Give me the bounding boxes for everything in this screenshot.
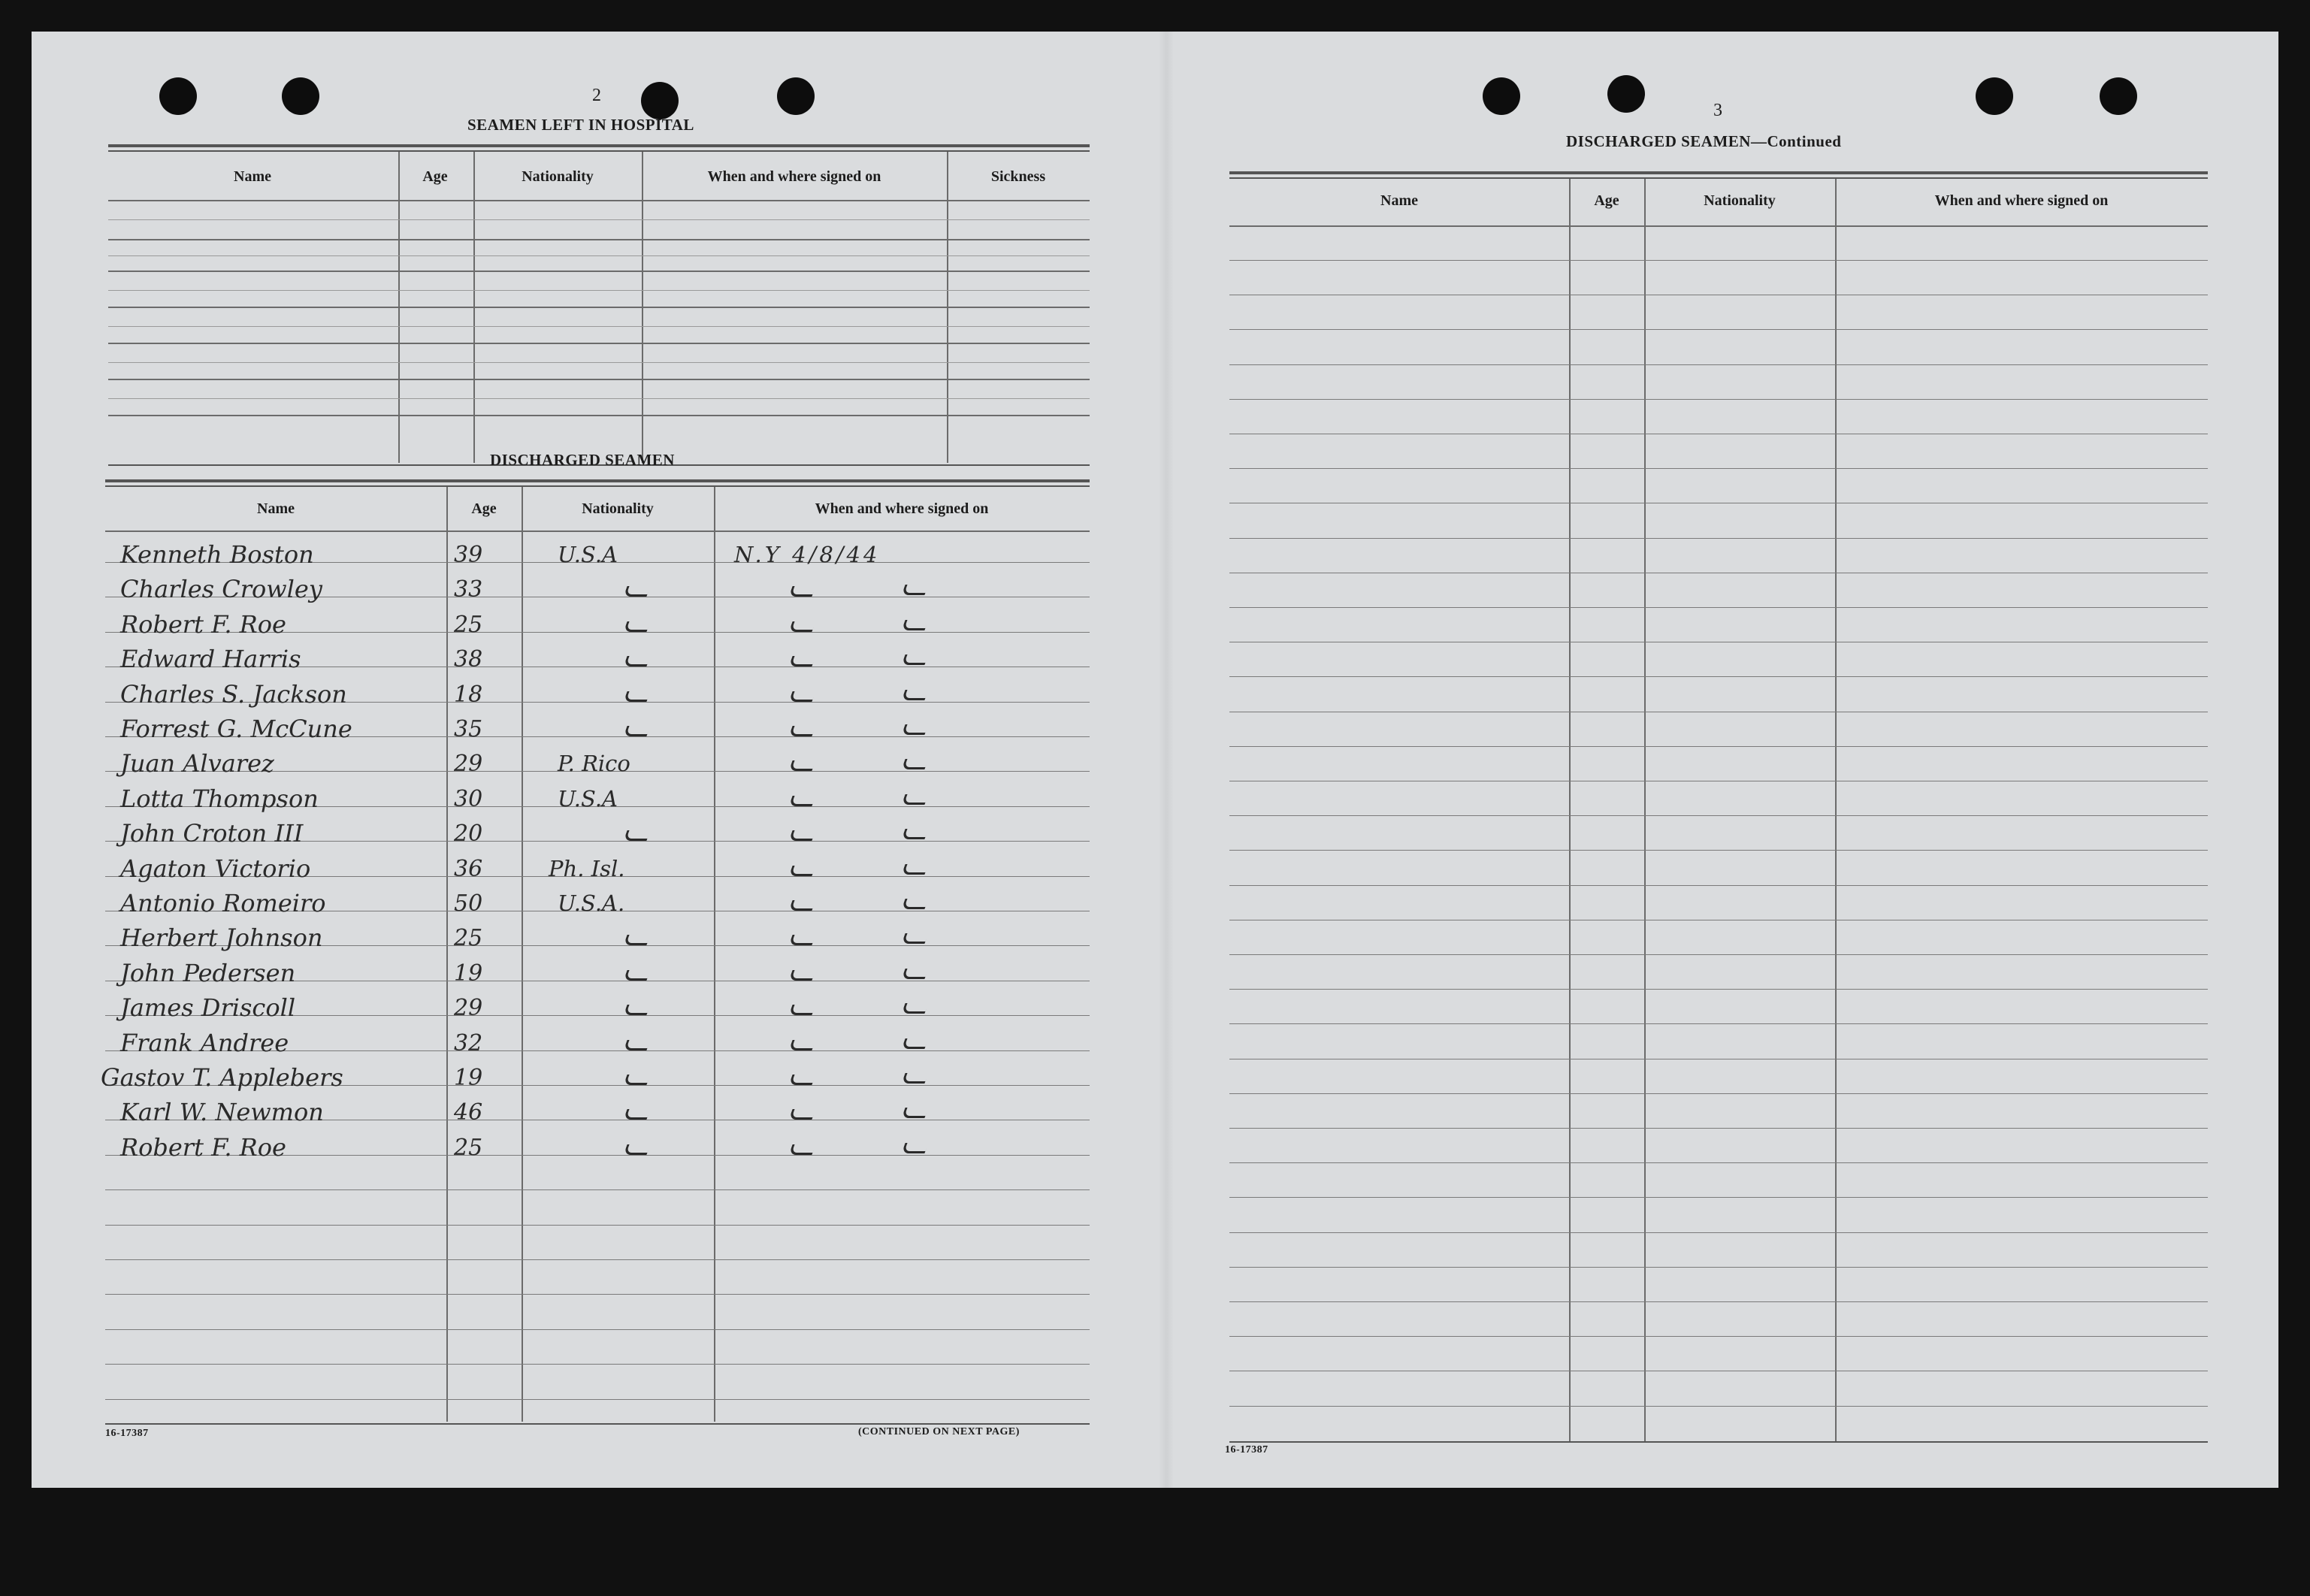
punch-hole	[159, 77, 197, 115]
ditto-mark-icon	[901, 724, 928, 735]
right-row-line	[1229, 1093, 2208, 1094]
ditto-mark-icon	[623, 830, 650, 841]
discharged-top-rule-2	[105, 485, 1090, 487]
ditto-mark-icon	[901, 759, 928, 769]
right-row-line	[1229, 1162, 2208, 1163]
hospital-row-line-light	[108, 219, 1090, 220]
hospital-row-line-light	[108, 255, 1090, 256]
page-fold	[1159, 32, 1174, 1488]
hospital-top-rule	[108, 144, 1090, 147]
ditto-mark-icon	[788, 900, 815, 911]
right-row-line	[1229, 954, 2208, 955]
ditto-mark-icon	[623, 1005, 650, 1015]
right-row-line	[1229, 989, 2208, 990]
right-bottom-rule	[1229, 1441, 2208, 1443]
ditto-mark-icon	[788, 970, 815, 981]
ditto-mark-icon	[788, 1144, 815, 1155]
discharged-column-divider	[714, 487, 715, 1422]
right-header-name: Name	[1380, 192, 1418, 209]
seaman-name: Antonio Romeiro	[120, 889, 326, 917]
seaman-age: 32	[454, 1029, 483, 1056]
seaman-age: 30	[454, 785, 483, 812]
ditto-mark-icon	[901, 829, 928, 839]
discharged-title: DISCHARGED SEAMEN	[490, 451, 675, 469]
ditto-mark-icon	[901, 1108, 928, 1118]
right-row-line	[1229, 815, 2208, 816]
ditto-mark-icon	[788, 691, 815, 702]
right-row-line	[1229, 850, 2208, 851]
right-top-rule	[1229, 171, 2208, 174]
right-row-line	[1229, 676, 2208, 677]
right-title-main: DISCHARGED SEAMEN	[1566, 132, 1751, 150]
seaman-name: John Pedersen	[120, 958, 296, 987]
right-row-line	[1229, 329, 2208, 330]
ditto-mark-icon	[901, 1073, 928, 1084]
seaman-age: 46	[454, 1099, 483, 1126]
ditto-mark-icon	[901, 969, 928, 979]
seaman-nationality: U.S.A.	[558, 890, 625, 916]
discharged-row-line	[105, 1225, 1090, 1226]
seaman-name: Gastov T. Applebers	[101, 1063, 343, 1092]
seaman-name: Frank Andree	[120, 1028, 289, 1057]
hospital-row-line	[108, 379, 1090, 380]
ditto-mark-icon	[788, 656, 815, 667]
left-form-number: 16-17387	[105, 1428, 149, 1439]
right-title-suffix: —Continued	[1750, 132, 1842, 150]
discharged-column-divider	[446, 487, 448, 1422]
seaman-age: 33	[454, 576, 483, 603]
right-column-divider	[1835, 179, 1837, 1443]
ditto-mark-icon	[901, 933, 928, 944]
ditto-mark-icon	[788, 866, 815, 876]
ditto-mark-icon	[788, 1075, 815, 1085]
ditto-mark-icon	[901, 899, 928, 909]
seaman-name: Robert F. Roe	[120, 1132, 286, 1162]
discharged-row-line	[105, 1329, 1090, 1330]
hospital-row-line-light	[108, 362, 1090, 363]
ditto-mark-icon	[623, 1144, 650, 1155]
seaman-name: Kenneth Boston	[120, 540, 314, 569]
hospital-row-line	[108, 307, 1090, 308]
right-row-line	[1229, 1336, 2208, 1337]
discharged-row-line	[105, 1189, 1090, 1190]
right-header-age: Age	[1594, 192, 1619, 209]
right-row-line	[1229, 1197, 2208, 1198]
discharged-header-age: Age	[471, 500, 497, 517]
continued-note: (CONTINUED ON NEXT PAGE)	[858, 1426, 1020, 1437]
right-row-line	[1229, 1023, 2208, 1024]
right-row-line	[1229, 607, 2208, 608]
seaman-age: 19	[454, 960, 483, 987]
document-scan	[32, 32, 2278, 1488]
ditto-mark-icon	[901, 1143, 928, 1153]
hospital-row-line-light	[108, 326, 1090, 327]
discharged-header-nationality: Nationality	[582, 500, 654, 517]
seaman-name: John Croton III	[120, 819, 304, 848]
seaman-name: Juan Alvarez	[120, 749, 274, 778]
seaman-name: Charles S. Jackson	[120, 679, 347, 709]
seaman-name: Herbert Johnson	[120, 923, 323, 953]
seaman-age: 25	[454, 1134, 483, 1161]
ditto-mark-icon	[623, 1109, 650, 1120]
right-row-line	[1229, 538, 2208, 539]
ditto-mark-icon	[788, 726, 815, 736]
hospital-header-when-and-where-signed-on: When and where signed on	[707, 168, 881, 185]
seaman-age: 38	[454, 646, 483, 673]
seaman-age: 29	[454, 751, 483, 778]
discharged-row-line	[105, 1364, 1090, 1365]
ditto-mark-icon	[623, 621, 650, 632]
discharged-row-line	[105, 1294, 1090, 1295]
right-top-rule-2	[1229, 177, 2208, 179]
ditto-mark-icon	[901, 1038, 928, 1049]
seaman-age: 20	[454, 821, 483, 848]
punch-hole	[1483, 77, 1520, 115]
ditto-mark-icon	[901, 654, 928, 665]
right-row-line	[1229, 399, 2208, 400]
seaman-nationality: P. Rico	[558, 751, 630, 777]
ditto-mark-icon	[623, 726, 650, 736]
punch-hole	[641, 82, 679, 119]
ditto-mark-icon	[623, 656, 650, 667]
seaman-age: 19	[454, 1065, 483, 1091]
right-row-line	[1229, 1267, 2208, 1268]
ditto-mark-icon	[788, 586, 815, 597]
ditto-mark-icon	[788, 830, 815, 841]
right-column-divider	[1569, 179, 1571, 1443]
seaman-signed-on: N.Y 4/8/44	[734, 542, 881, 567]
right-row-line	[1229, 885, 2208, 886]
ditto-mark-icon	[788, 621, 815, 632]
seaman-name: James Driscoll	[120, 993, 296, 1023]
discharged-header-name: Name	[257, 500, 295, 517]
right-column-divider	[1644, 179, 1646, 1443]
seaman-nationality: U.S.A	[558, 785, 618, 812]
left-page-number: 2	[592, 86, 602, 105]
ditto-mark-icon	[623, 1040, 650, 1050]
hospital-row-line	[108, 200, 1090, 201]
seaman-name: Forrest G. McCune	[120, 715, 352, 743]
ditto-mark-icon	[788, 1005, 815, 1015]
ditto-mark-icon	[788, 796, 815, 806]
seaman-name: Agaton Victorio	[120, 854, 311, 883]
hospital-row-line	[108, 343, 1090, 344]
ditto-mark-icon	[623, 970, 650, 981]
right-row-line	[1229, 1128, 2208, 1129]
right-row-line	[1229, 364, 2208, 365]
punch-hole	[1976, 77, 2013, 115]
hospital-title: SEAMEN LEFT IN HOSPITAL	[467, 116, 694, 134]
hospital-header-age: Age	[422, 168, 448, 185]
punch-hole	[777, 77, 815, 115]
right-page-number: 3	[1713, 101, 1723, 120]
hospital-row-line	[108, 271, 1090, 272]
ditto-mark-icon	[623, 1075, 650, 1085]
right-row-line	[1229, 1406, 2208, 1407]
ditto-mark-icon	[901, 585, 928, 595]
seaman-age: 50	[454, 890, 483, 917]
seaman-name: Lotta Thompson	[120, 784, 319, 813]
ditto-mark-icon	[901, 620, 928, 630]
seaman-name: Robert F. Roe	[120, 609, 286, 639]
discharged-bottom-rule	[105, 1423, 1090, 1425]
right-row-line	[1229, 746, 2208, 747]
discharged-header-when-and-where-signed-on: When and where signed on	[815, 500, 989, 517]
hospital-row-line-light	[108, 290, 1090, 291]
hospital-header-nationality: Nationality	[522, 168, 594, 185]
seaman-name: Karl W. Newmon	[120, 1098, 324, 1127]
seaman-age: 36	[454, 855, 483, 882]
ditto-mark-icon	[901, 794, 928, 805]
seaman-name: Edward Harris	[120, 645, 301, 674]
ditto-mark-icon	[623, 586, 650, 597]
hospital-header-sickness: Sickness	[990, 168, 1046, 185]
seaman-age: 18	[454, 681, 483, 708]
seaman-age: 39	[454, 542, 483, 568]
right-header-when-and-where-signed-on: When and where signed on	[1934, 192, 2109, 209]
seaman-age: 25	[454, 925, 483, 952]
hospital-header-name: Name	[234, 168, 271, 185]
hospital-row-line	[108, 239, 1090, 240]
ditto-mark-icon	[788, 760, 815, 771]
discharged-row-line	[105, 1259, 1090, 1260]
right-form-number: 16-17387	[1225, 1444, 1268, 1455]
discharged-column-divider	[522, 487, 523, 1422]
seaman-name: Charles Crowley	[120, 575, 322, 604]
seaman-nationality: Ph. Isl.	[549, 855, 625, 881]
right-header-line	[1229, 225, 2208, 227]
ditto-mark-icon	[901, 1003, 928, 1014]
ditto-mark-icon	[901, 690, 928, 700]
seaman-age: 35	[454, 716, 483, 742]
right-row-line	[1229, 468, 2208, 469]
ditto-mark-icon	[788, 1109, 815, 1120]
seaman-nationality: U.S.A	[558, 542, 618, 567]
punch-hole	[2100, 77, 2137, 115]
punch-hole	[1607, 75, 1645, 113]
seaman-age: 29	[454, 995, 483, 1022]
discharged-header-line	[105, 530, 1090, 532]
hospital-row-line-light	[108, 398, 1090, 399]
right-header-nationality: Nationality	[1704, 192, 1776, 209]
right-row-line	[1229, 260, 2208, 261]
discharged-row-line	[105, 1399, 1090, 1400]
right-row-line	[1229, 1301, 2208, 1302]
ditto-mark-icon	[788, 1040, 815, 1050]
ditto-mark-icon	[788, 935, 815, 945]
ditto-mark-icon	[623, 691, 650, 702]
hospital-top-rule-2	[108, 150, 1090, 152]
ditto-mark-icon	[623, 935, 650, 945]
hospital-row-line	[108, 415, 1090, 416]
right-row-line	[1229, 1232, 2208, 1233]
discharged-top-rule	[105, 479, 1090, 482]
punch-hole	[282, 77, 319, 115]
right-title	[1566, 132, 1841, 151]
ditto-mark-icon	[901, 864, 928, 875]
seaman-age: 25	[454, 611, 483, 638]
